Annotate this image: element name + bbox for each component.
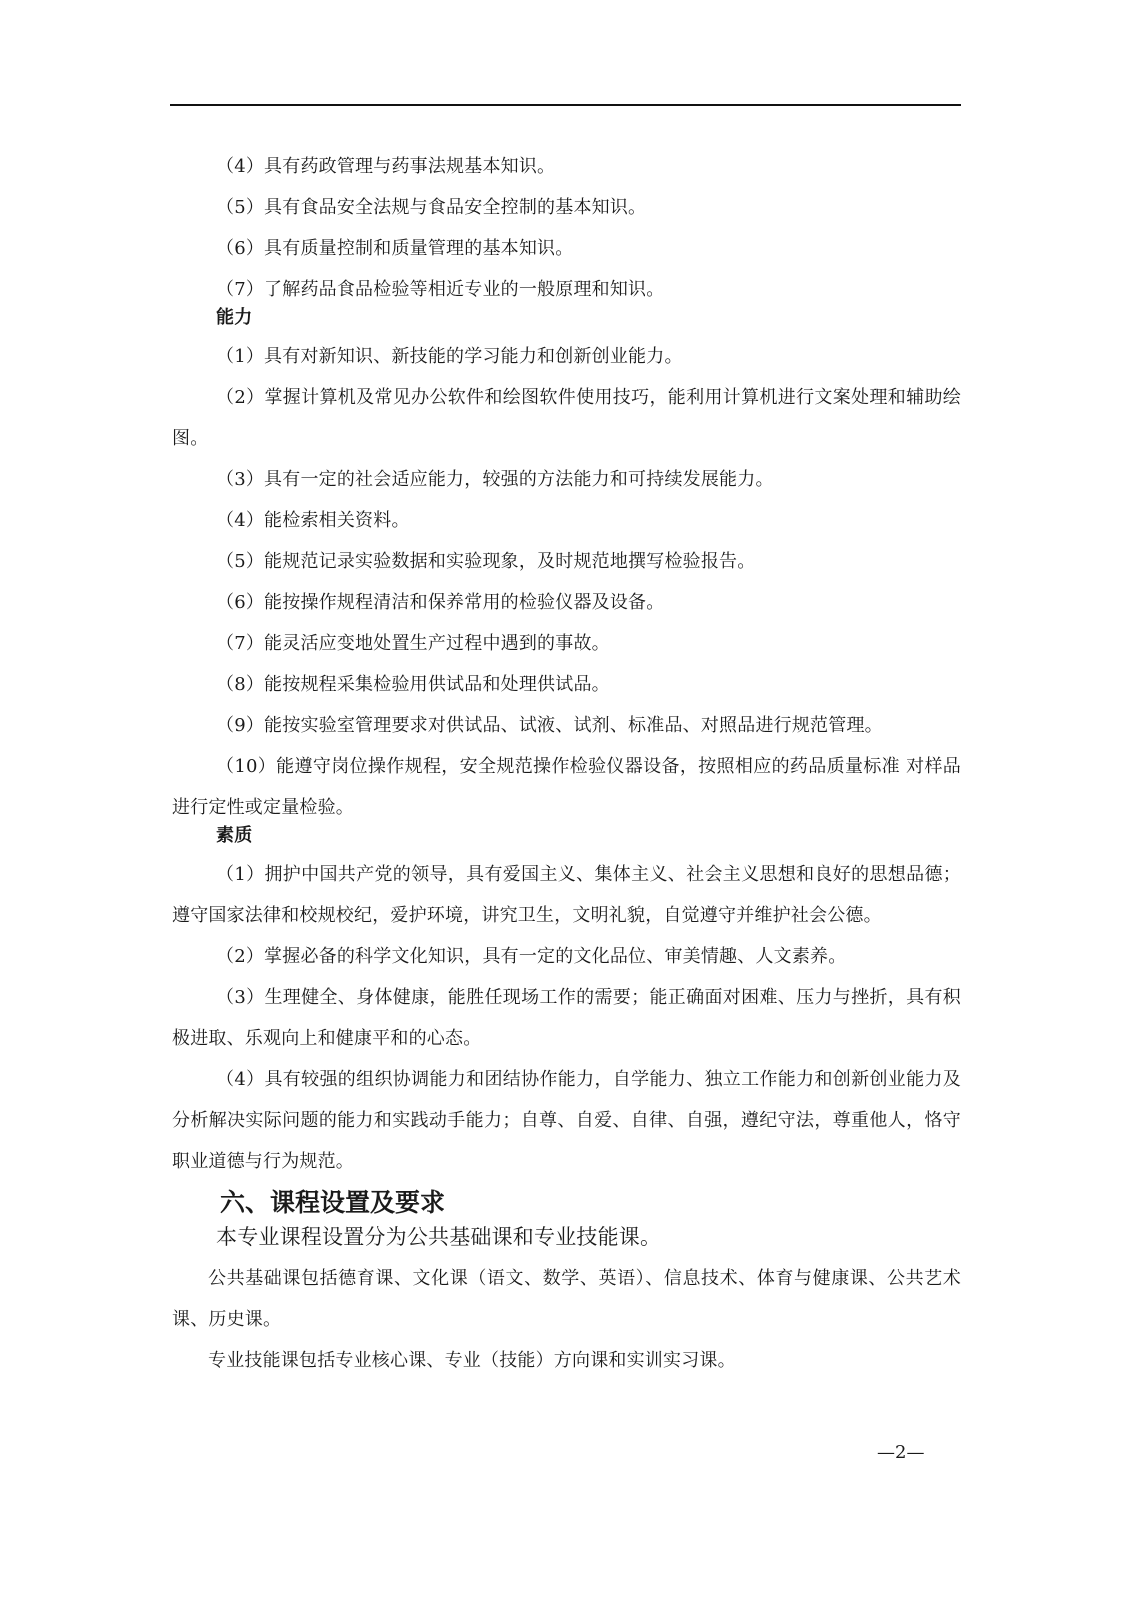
ability-item: （9）能按实验室管理要求对供试品、试液、试剂、标准品、对照品进行规范管理。 <box>216 715 883 736</box>
knowledge-item: （5）具有食品安全法规与食品安全控制的基本知识。 <box>216 197 647 218</box>
quality-item: （1）拥护中国共产党的领导，具有爱国主义、集体主义、社会主义思想和良好的思想品德；遵守国家法律和校规校纪，爱护环境，讲究卫生，文明礼貌，自觉遵守并维护社会公德。 <box>172 864 961 926</box>
quality-item: （3）生理健全、身体健康，能胜任现场工作的需要；能正确面对困难、压力与挫折，具有积极进取、乐观向上和健康平和的心态。 <box>172 987 961 1049</box>
knowledge-item: （6）具有质量控制和质量管理的基本知识。 <box>216 238 574 259</box>
knowledge-item: （7）了解药品食品检验等相近专业的一般原理和知识。 <box>216 279 665 300</box>
ability-item: （2）掌握计算机及常见办公软件和绘图软件使用技巧，能利用计算机进行文案处理和辅助绘图。 <box>172 387 961 449</box>
ability-item: （8）能按规程采集检验用供试品和处理供试品。 <box>216 674 610 695</box>
quality-item: （2）掌握必备的科学文化知识，具有一定的文化品位、审美情趣、人文素养。 <box>216 946 847 967</box>
ability-item: （3）具有一定的社会适应能力，较强的方法能力和可持续发展能力。 <box>216 469 774 490</box>
section-paragraph: 公共基础课包括德育课、文化课（语文、数学、英语）、信息技术、体育与健康课、公共艺术课、历史课。 <box>172 1268 961 1330</box>
ability-heading: 能力 <box>216 307 253 328</box>
ability-item: （7）能灵活应变地处置生产过程中遇到的事故。 <box>216 633 610 654</box>
document-body <box>172 146 961 1381</box>
ability-item: （1）具有对新知识、新技能的学习能力和创新创业能力。 <box>216 346 683 367</box>
quality-item: （4）具有较强的组织协调能力和团结协作能力，自学能力、独立工作能力和创新创业能力及分析解决实际问题的能力和实践动手能力；自尊、自爱、自律、自强，遵纪守法，尊重他人，恪守职业道德与行为规范。 <box>172 1069 961 1172</box>
ability-item: （4）能检索相关资料。 <box>216 510 410 531</box>
header-rule <box>170 104 961 106</box>
section-paragraph: 专业技能课包括专业核心课、专业（技能）方向课和实训实习课。 <box>208 1350 736 1371</box>
ability-item: （6）能按操作规程清洁和保养常用的检验仪器及设备。 <box>216 592 665 613</box>
quality-heading: 素质 <box>216 825 253 846</box>
section-intro: 本专业课程设置分为公共基础课和专业技能课。 <box>216 1225 662 1249</box>
section-title: 六、课程设置及要求 <box>220 1188 446 1217</box>
ability-item: （5）能规范记录实验数据和实验现象，及时规范地撰写检验报告。 <box>216 551 756 572</box>
page-number: —2— <box>877 1442 925 1463</box>
ability-item: （10）能遵守岗位操作规程，安全规范操作检验仪器设备，按照相应的药品质量标准 对样品进行定性或定量检验。 <box>172 756 961 818</box>
knowledge-item: （4）具有药政管理与药事法规基本知识。 <box>216 156 556 177</box>
